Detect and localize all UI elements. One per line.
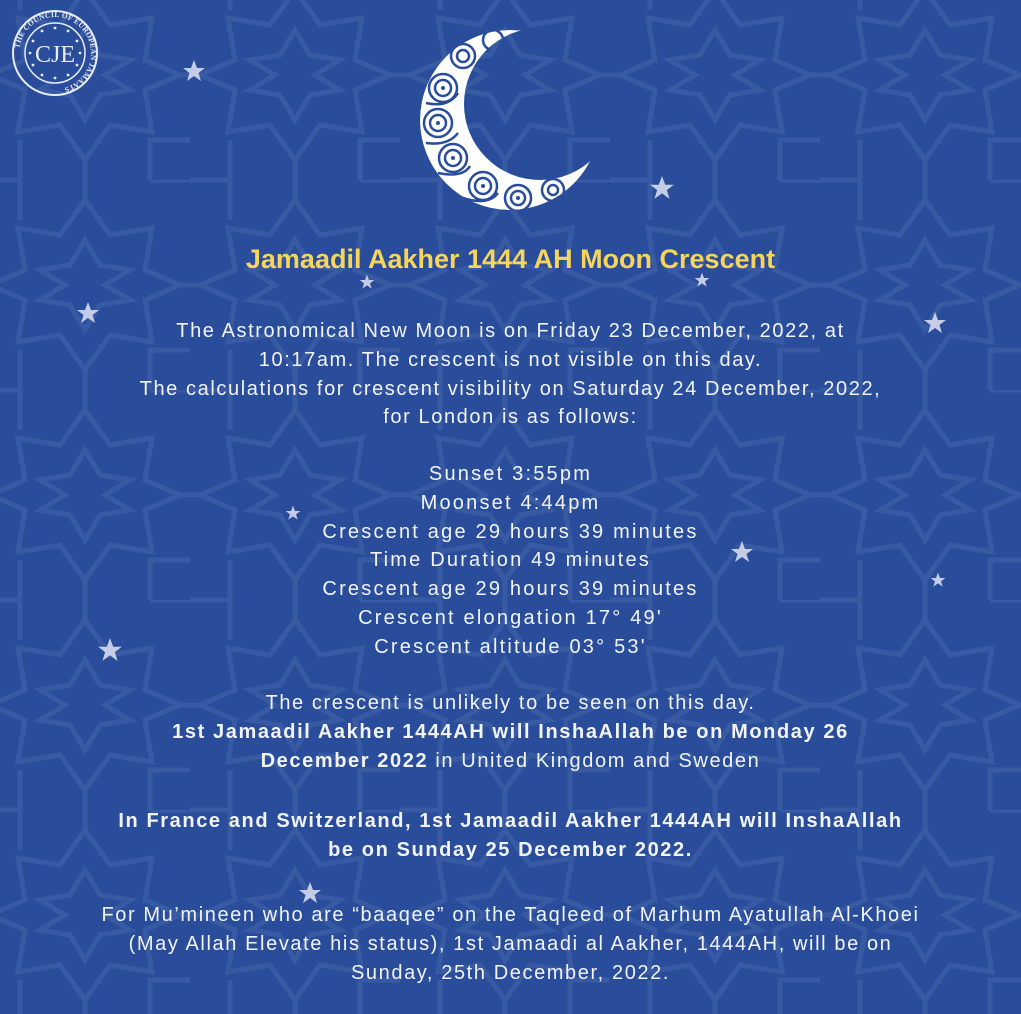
star-icon	[182, 59, 206, 83]
intro-line: The calculations for crescent visibility on Saturday 24 December, 2022,	[139, 377, 882, 400]
stat-crescent-age-repeat: Crescent age 29 hours 39 minutes	[322, 578, 699, 601]
result-region-line	[0, 747, 1021, 776]
stat-moonset: Moonset 4:44pm	[420, 491, 601, 514]
intro-paragraph	[0, 317, 1021, 432]
stat-crescent-age: Crescent age 29 hours 39 minutes	[322, 520, 699, 543]
page-title: Jamaadil Aakher 1444 AH Moon Crescent	[245, 244, 776, 274]
result-date-line: 1st Jamaadil Aakher 1444AH will InshaAllah be on Monday 26	[172, 720, 849, 743]
france-line: be on Sunday 25 December 2022.	[328, 838, 693, 861]
intro-line: 10:17am. The crescent is not visible on this day.	[258, 348, 763, 371]
khoei-followers-paragraph	[0, 901, 1021, 987]
svg-text:CJE: CJE	[34, 42, 76, 68]
khoei-line: (May Allah Elevate his status), 1st Jamaadi al Aakher, 1444AH, will be on	[128, 932, 893, 955]
svg-text:THE COUNCIL OF EUROPEAN JAMAAT: THE COUNCIL OF EUROPEAN JAMAATS	[12, 9, 99, 95]
stat-time-duration: Time Duration 49 minutes	[369, 549, 652, 572]
stat-crescent-elongation: Crescent elongation 17° 49'	[358, 606, 663, 629]
council-seal-logo	[10, 8, 100, 98]
result-line: The crescent is unlikely to be seen on this day.	[265, 692, 756, 714]
stat-sunset: Sunset 3:55pm	[428, 463, 593, 485]
result-date-bold: December 2022	[260, 749, 429, 772]
ornate-crescent-moon-icon	[418, 28, 602, 212]
crescent-stats-list	[0, 460, 1021, 662]
france-line: In France and Switzerland, 1st Jamaadil Aakher 1444AH will InshaAllah	[118, 810, 903, 832]
result-region-text: in United Kingdom and Sweden	[428, 749, 761, 772]
stat-crescent-altitude: Crescent altitude 03° 53'	[374, 635, 647, 658]
khoei-line: Sunday, 25th December, 2022.	[350, 961, 671, 984]
result-paragraph	[0, 689, 1021, 775]
intro-line: for London is as follows:	[383, 406, 638, 429]
khoei-line: For Mu’mineen who are “baaqee” on the Taqleed of Marhum Ayatullah Al-Khoei	[101, 904, 920, 926]
star-icon	[359, 274, 375, 290]
france-switzerland-paragraph	[0, 807, 1021, 865]
star-icon	[649, 175, 675, 201]
intro-line: The Astronomical New Moon is on Friday 23 December, 2022, at	[176, 320, 845, 342]
